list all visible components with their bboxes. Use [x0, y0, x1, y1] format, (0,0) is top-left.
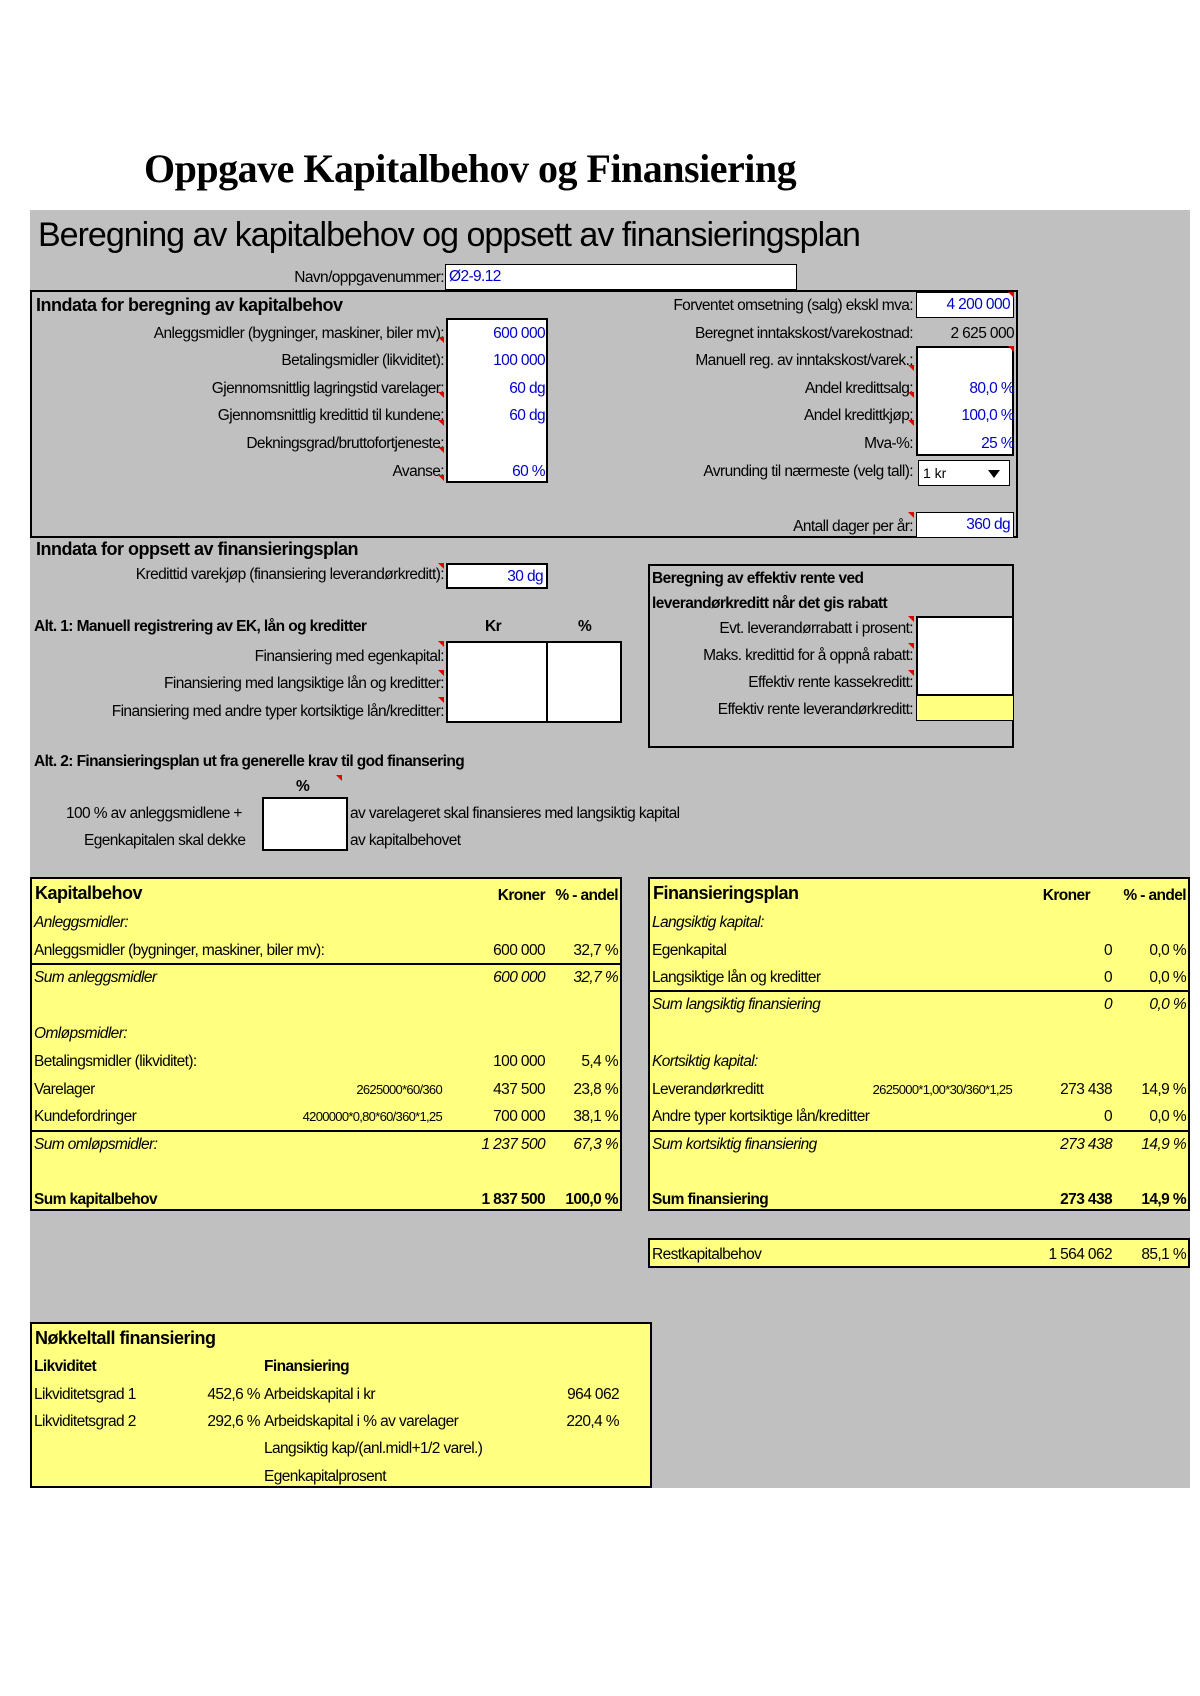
- kb-sum-omlop-label: Sum omløpsmidler:: [34, 1136, 158, 1153]
- manuell-inntakskost-label: Manuell reg. av inntakskost/varek.:: [695, 352, 913, 369]
- name-label: Navn/oppgavenummer:: [294, 269, 444, 286]
- fp-leverandorkreditt-andel: 14,9 %: [1141, 1081, 1186, 1098]
- effektiv-rente-input[interactable]: [916, 616, 1014, 696]
- langsiktig-subheading: Langsiktig kapital:: [652, 914, 764, 931]
- comment-marker: [438, 337, 444, 343]
- fp-leverandorkreditt-formula: 2625000*1,00*30/360*1,25: [872, 1082, 1012, 1097]
- avanse-label: Avanse:: [392, 463, 444, 480]
- kapitalbehov-heading: Kapitalbehov: [35, 883, 143, 903]
- comment-marker: [438, 475, 444, 481]
- alt1-kortsiktig-label: Finansiering med andre typer kortsiktige lån/kreditter:: [111, 703, 444, 720]
- inndata-kapital-heading: Inndata for beregning av kapitalbehov: [36, 295, 343, 315]
- leverandorrabatt-label: Evt. leverandørrabatt i prosent:: [719, 620, 913, 637]
- omsetning-input[interactable]: 4 200 000: [916, 292, 1014, 318]
- kb-betalingsmidler-andel: 5,4 %: [581, 1053, 618, 1070]
- divider: [648, 1130, 1190, 1132]
- fp-sum-kort-label: Sum kortsiktig finansiering: [652, 1136, 817, 1153]
- comment-marker: [908, 670, 914, 676]
- andel-kredittsalg-label: Andel kredittsalg:: [804, 380, 913, 397]
- kb-varelager-kroner: 437 500: [493, 1081, 545, 1098]
- avrunding-value: 1 kr: [923, 465, 947, 481]
- comment-marker: [438, 420, 444, 426]
- lagringstid-label: Gjennomsnittlig lagringstid varelager:: [211, 380, 444, 397]
- arbeidskapital-kr-label: Arbeidskapital i kr: [264, 1386, 375, 1403]
- omlopsmidler-subheading: Omløpsmidler:: [34, 1025, 127, 1042]
- alt2-row2-label: Egenkapitalen skal dekke: [84, 832, 246, 849]
- kb-sum-anlegg-andel: 32,7 %: [573, 969, 618, 986]
- divider: [30, 1130, 622, 1132]
- maks-kredittid-label: Maks. kredittid for å oppnå rabatt:: [703, 647, 913, 664]
- name-input[interactable]: Ø2-9.12: [445, 264, 797, 290]
- anleggsmidler-subheading: Anleggsmidler:: [34, 914, 129, 931]
- kb-varelager-andel: 23,8 %: [573, 1081, 618, 1098]
- dager-input[interactable]: 360 dg: [916, 512, 1014, 538]
- kb-sum-omlop-kroner: 1 237 500: [481, 1136, 545, 1153]
- kapitalbehov-col-kroner: Kroner: [497, 887, 545, 904]
- fp-langsiktige-andel: 0,0 %: [1149, 969, 1186, 986]
- divider: [648, 990, 1190, 992]
- kb-anlegg-andel: 32,7 %: [573, 942, 618, 959]
- kb-sum-anlegg-label: Sum anleggsmidler: [34, 969, 157, 986]
- omsetning-label: Forventet omsetning (salg) ekskl mva:: [673, 297, 913, 314]
- kb-varelager-label: Varelager: [34, 1081, 95, 1098]
- fp-total-andel: 14,9 %: [1141, 1191, 1186, 1208]
- likviditetsgrad2-value: 292,6 %: [207, 1413, 260, 1430]
- restkapital-label: Restkapitalbehov: [652, 1246, 762, 1263]
- kredittid-kunder-input[interactable]: 60 dg: [509, 407, 545, 424]
- alt2-row1-suffix: av varelageret skal finansieres med langsiktig kapital: [350, 805, 680, 822]
- alt2-heading: Alt. 2: Finansieringsplan ut fra generelle krav til god finansering: [34, 753, 465, 770]
- comment-marker: [1008, 346, 1014, 352]
- effektiv-rente-heading-2: leverandørkreditt når det gis rabatt: [652, 595, 888, 612]
- kapitalbehov-col-andel: % - andel: [555, 887, 618, 904]
- kb-sum-anlegg-kroner: 600 000: [493, 969, 545, 986]
- comment-marker: [438, 670, 444, 676]
- kb-anlegg-label: Anleggsmidler (bygninger, maskiner, biler mv):: [34, 942, 325, 959]
- finansieringsplan-heading: Finansieringsplan: [653, 883, 799, 903]
- divider: [30, 963, 622, 965]
- alt2-input[interactable]: [262, 797, 348, 851]
- arbeidskapital-kr-value: 964 062: [567, 1386, 619, 1403]
- kredittid-varekjop-input[interactable]: 30 dg: [446, 563, 548, 589]
- fp-andre-kortsiktige-label: Andre typer kortsiktige lån/kreditter: [652, 1108, 870, 1125]
- fp-egenkapital-kroner: 0: [1103, 942, 1112, 959]
- alt2-row1-label: 100 % av anleggsmidlene +: [66, 805, 242, 822]
- kb-kundefordringer-formula: 4200000*0,80*60/360*1,25: [302, 1109, 442, 1124]
- andel-kredittkjop-label: Andel kredittkjøp:: [804, 407, 913, 424]
- kredittid-kunder-label: Gjennomsnittlig kredittid til kundene:: [217, 407, 444, 424]
- arbeidskapital-pct-value: 220,4 %: [566, 1413, 619, 1430]
- kb-kundefordringer-andel: 38,1 %: [573, 1108, 618, 1125]
- fp-total-kroner: 273 438: [1060, 1191, 1112, 1208]
- kb-total-kroner: 1 837 500: [481, 1191, 545, 1208]
- kb-kundefordringer-kroner: 700 000: [493, 1108, 545, 1125]
- kb-total-label: Sum kapitalbehov: [34, 1191, 158, 1208]
- anleggsmidler-label: Anleggsmidler (bygninger, maskiner, biler mv):: [153, 325, 444, 342]
- rente-leverandorkreditt-value: [916, 695, 1014, 721]
- comment-marker: [336, 775, 342, 781]
- restkapital-andel: 85,1 %: [1141, 1246, 1186, 1263]
- kb-anlegg-kroner: 600 000: [493, 942, 545, 959]
- fp-sum-kort-andel: 14,9 %: [1141, 1136, 1186, 1153]
- mva-input[interactable]: 25 %: [981, 435, 1014, 452]
- inntakskost-value: 2 625 000: [950, 325, 1014, 342]
- alt1-col-pct: %: [578, 618, 592, 635]
- alt1-heading: Alt. 1: Manuell registrering av EK, lån og kreditter: [34, 618, 367, 635]
- kortsiktig-subheading: Kortsiktig kapital:: [652, 1053, 758, 1070]
- fp-andre-kortsiktige-kroner: 0: [1103, 1108, 1112, 1125]
- kb-kundefordringer-label: Kundefordringer: [34, 1108, 137, 1125]
- dekningsgrad-label: Dekningsgrad/bruttofortjeneste:: [246, 435, 444, 452]
- likviditetsgrad1-value: 452,6 %: [207, 1386, 260, 1403]
- inndata-finans-heading: Inndata for oppsett av finansieringsplan: [36, 539, 359, 559]
- kb-betalingsmidler-kroner: 100 000: [493, 1053, 545, 1070]
- langsiktig-kap-label: Langsiktig kap/(anl.midl+1/2 varel.): [264, 1440, 483, 1457]
- alt1-langsiktig-label: Finansiering med langsiktige lån og kreditter:: [164, 675, 444, 692]
- kredittid-varekjop-label: Kredittid varekjøp (finansiering leverandørkreditt):: [135, 566, 444, 583]
- kb-betalingsmidler-label: Betalingsmidler (likviditet):: [34, 1053, 197, 1070]
- fp-langsiktige-label: Langsiktige lån og kreditter: [652, 969, 821, 986]
- alt1-pct-input[interactable]: [546, 641, 622, 723]
- rente-kassekreditt-label: Effektiv rente kassekreditt:: [748, 674, 913, 691]
- fp-langsiktige-kroner: 0: [1103, 969, 1112, 986]
- kb-total-andel: 100,0 %: [565, 1191, 618, 1208]
- comment-marker: [908, 420, 914, 426]
- avrunding-label: Avrunding til nærmeste (velg tall):: [703, 463, 913, 480]
- anleggsmidler-input[interactable]: 600 000: [493, 325, 545, 342]
- rente-leverandorkreditt-label: Effektiv rente leverandørkreditt:: [717, 701, 913, 718]
- fp-col-andel: % - andel: [1123, 887, 1186, 904]
- fp-egenkapital-andel: 0,0 %: [1149, 942, 1186, 959]
- page-title: Oppgave Kapitalbehov og Finansiering: [144, 146, 797, 191]
- fp-leverandorkreditt-kroner: 273 438: [1060, 1081, 1112, 1098]
- dropdown-arrow-icon[interactable]: [988, 470, 1000, 478]
- fp-andre-kortsiktige-andel: 0,0 %: [1149, 1108, 1186, 1125]
- betalingsmidler-input[interactable]: 100 000: [493, 352, 545, 369]
- fp-total-label: Sum finansiering: [652, 1191, 769, 1208]
- sheet-title: Beregning av kapitalbehov og oppsett av finansieringsplan: [38, 216, 860, 254]
- nokkeltall-heading: Nøkkeltall finansiering: [35, 1328, 216, 1348]
- kb-varelager-formula: 2625000*60/360: [356, 1082, 442, 1097]
- fp-egenkapital-label: Egenkapital: [652, 942, 727, 959]
- comment-marker: [438, 563, 444, 569]
- comment-marker: [908, 392, 914, 398]
- comment-marker: [908, 643, 914, 649]
- restkapital-kroner: 1 564 062: [1048, 1246, 1112, 1263]
- comment-marker: [908, 365, 914, 371]
- comment-marker: [438, 392, 444, 398]
- alt1-kr-input[interactable]: [446, 641, 548, 723]
- egenkapitalprosent-label: Egenkapitalprosent: [264, 1468, 386, 1485]
- andel-kredittsalg-input[interactable]: 80,0 %: [969, 380, 1014, 397]
- andel-kredittkjop-input[interactable]: 100,0 %: [961, 407, 1014, 424]
- arbeidskapital-pct-label: Arbeidskapital i % av varelager: [264, 1413, 459, 1430]
- likviditetsgrad2-label: Likviditetsgrad 2: [34, 1413, 136, 1430]
- inntakskost-label: Beregnet inntakskost/varekostnad:: [694, 325, 913, 342]
- dager-label: Antall dager per år:: [793, 518, 913, 535]
- fp-sum-lang-label: Sum langsiktig finansiering: [652, 996, 821, 1013]
- fp-sum-kort-kroner: 273 438: [1060, 1136, 1112, 1153]
- fp-sum-lang-kroner: 0: [1103, 996, 1112, 1013]
- finansiering-subheading: Finansiering: [264, 1358, 349, 1375]
- fp-leverandorkreditt-label: Leverandørkreditt: [652, 1081, 764, 1098]
- alt2-pct: %: [296, 778, 310, 795]
- alt1-col-kr: Kr: [485, 618, 502, 635]
- likviditetsgrad1-label: Likviditetsgrad 1: [34, 1386, 136, 1403]
- comment-marker: [1008, 292, 1014, 298]
- betalingsmidler-label: Betalingsmidler (likviditet):: [281, 352, 444, 369]
- comment-marker: [438, 447, 444, 453]
- alt2-row2-suffix: av kapitalbehovet: [350, 832, 461, 849]
- comment-marker: [438, 641, 444, 647]
- lagringstid-input[interactable]: 60 dg: [509, 380, 545, 397]
- effektiv-rente-heading-1: Beregning av effektiv rente ved: [652, 570, 864, 587]
- fp-col-kroner: Kroner: [1042, 887, 1090, 904]
- mva-label: Mva-%:: [864, 435, 913, 452]
- likviditet-subheading: Likviditet: [34, 1358, 97, 1375]
- comment-marker: [908, 512, 914, 518]
- kb-sum-omlop-andel: 67,3 %: [573, 1136, 618, 1153]
- comment-marker: [908, 616, 914, 622]
- fp-sum-lang-andel: 0,0 %: [1149, 996, 1186, 1013]
- comment-marker: [438, 697, 444, 703]
- alt1-egenkapital-label: Finansiering med egenkapital:: [254, 648, 444, 665]
- avanse-input[interactable]: 60 %: [512, 463, 545, 480]
